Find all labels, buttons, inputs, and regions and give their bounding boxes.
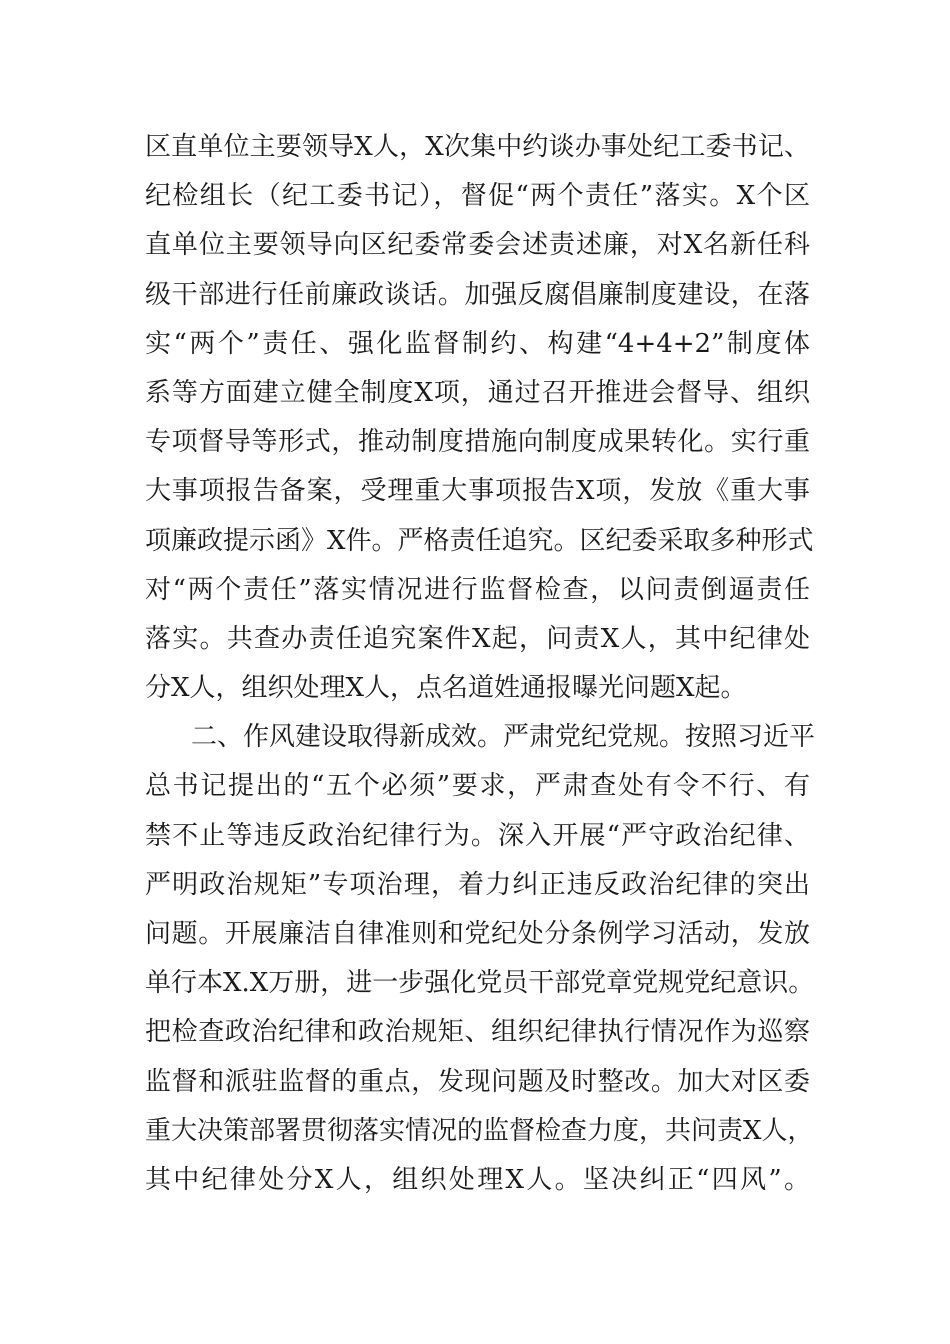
paragraph-line: 禁不止等违反政治纪律行为。深入开展“严守政治纪律、: [145, 820, 810, 851]
paragraph-line: 对“两个责任”落实情况进行监督检查，以问责倒逼责任: [145, 574, 810, 605]
paragraph-line: 项廉政提示函》X件。严格责任追究。区纪委采取多种形式: [145, 525, 814, 556]
paragraph-line: 级干部进行任前廉政谈话。加强反腐倡廉制度建设，在落: [145, 279, 810, 310]
paragraph-line: 严明政治规矩”专项治理，着力纠正违反政治纪律的突出: [145, 869, 810, 900]
paragraph-1: [145, 123, 814, 713]
paragraph-line: 二、作风建设取得新成效。严肃党纪党规。按照习近平: [191, 722, 816, 753]
paragraph-line: 重大决策部署贯彻落实情况的监督检查力度，共问责X人，: [145, 1115, 814, 1146]
paragraph-line: 落实。共查办责任追究案件X起，问责X人，其中纪律处: [145, 623, 810, 654]
paragraph-line: 问题。开展廉洁自律准则和党纪处分条例学习活动，发放: [145, 919, 810, 949]
paragraph-line: 监督和派驻监督的重点，发现问题及时整改。加大对区委: [145, 1066, 810, 1097]
paragraph-line: 总书记提出的“五个必须”要求，严肃查处有令不行、有: [145, 771, 810, 802]
paragraph-line: 其中纪律处分X人，组织处理X人。坚决纠正“四风”。: [145, 1164, 810, 1195]
paragraph-line: 纪检组长（纪工委书记），督促“两个责任”落实。X个区: [145, 181, 810, 212]
paragraph-line: 把检查政治纪律和政治规矩、组织纪律执行情况作为巡察: [145, 1017, 810, 1048]
paragraph-2: [145, 713, 816, 1205]
paragraph-line: 直单位主要领导向区纪委常委会述责述廉，对X名新任科: [145, 230, 810, 261]
document-body: [145, 123, 816, 1205]
paragraph-line: 专项督导等形式，推动制度措施向制度成果转化。实行重: [145, 427, 810, 458]
paragraph-line: 单行本X.X万册，进一步强化党员干部党章党规党纪意识。: [145, 968, 815, 999]
paragraph-line: 实“两个”责任、强化监督制约、构建“4+4+2”制度体: [145, 328, 810, 359]
paragraph-line: 系等方面建立健全制度X项，通过召开推进会督导、组织: [145, 377, 810, 408]
paragraph-line: 大事项报告备案，受理重大事项报告X项，发放《重大事: [145, 476, 810, 507]
paragraph-line: 分X人，组织处理X人，点名道姓通报曝光问题X起。: [145, 673, 747, 704]
paragraph-line: 区直单位主要领导X人，X次集中约谈办事处纪工委书记、: [145, 132, 810, 162]
